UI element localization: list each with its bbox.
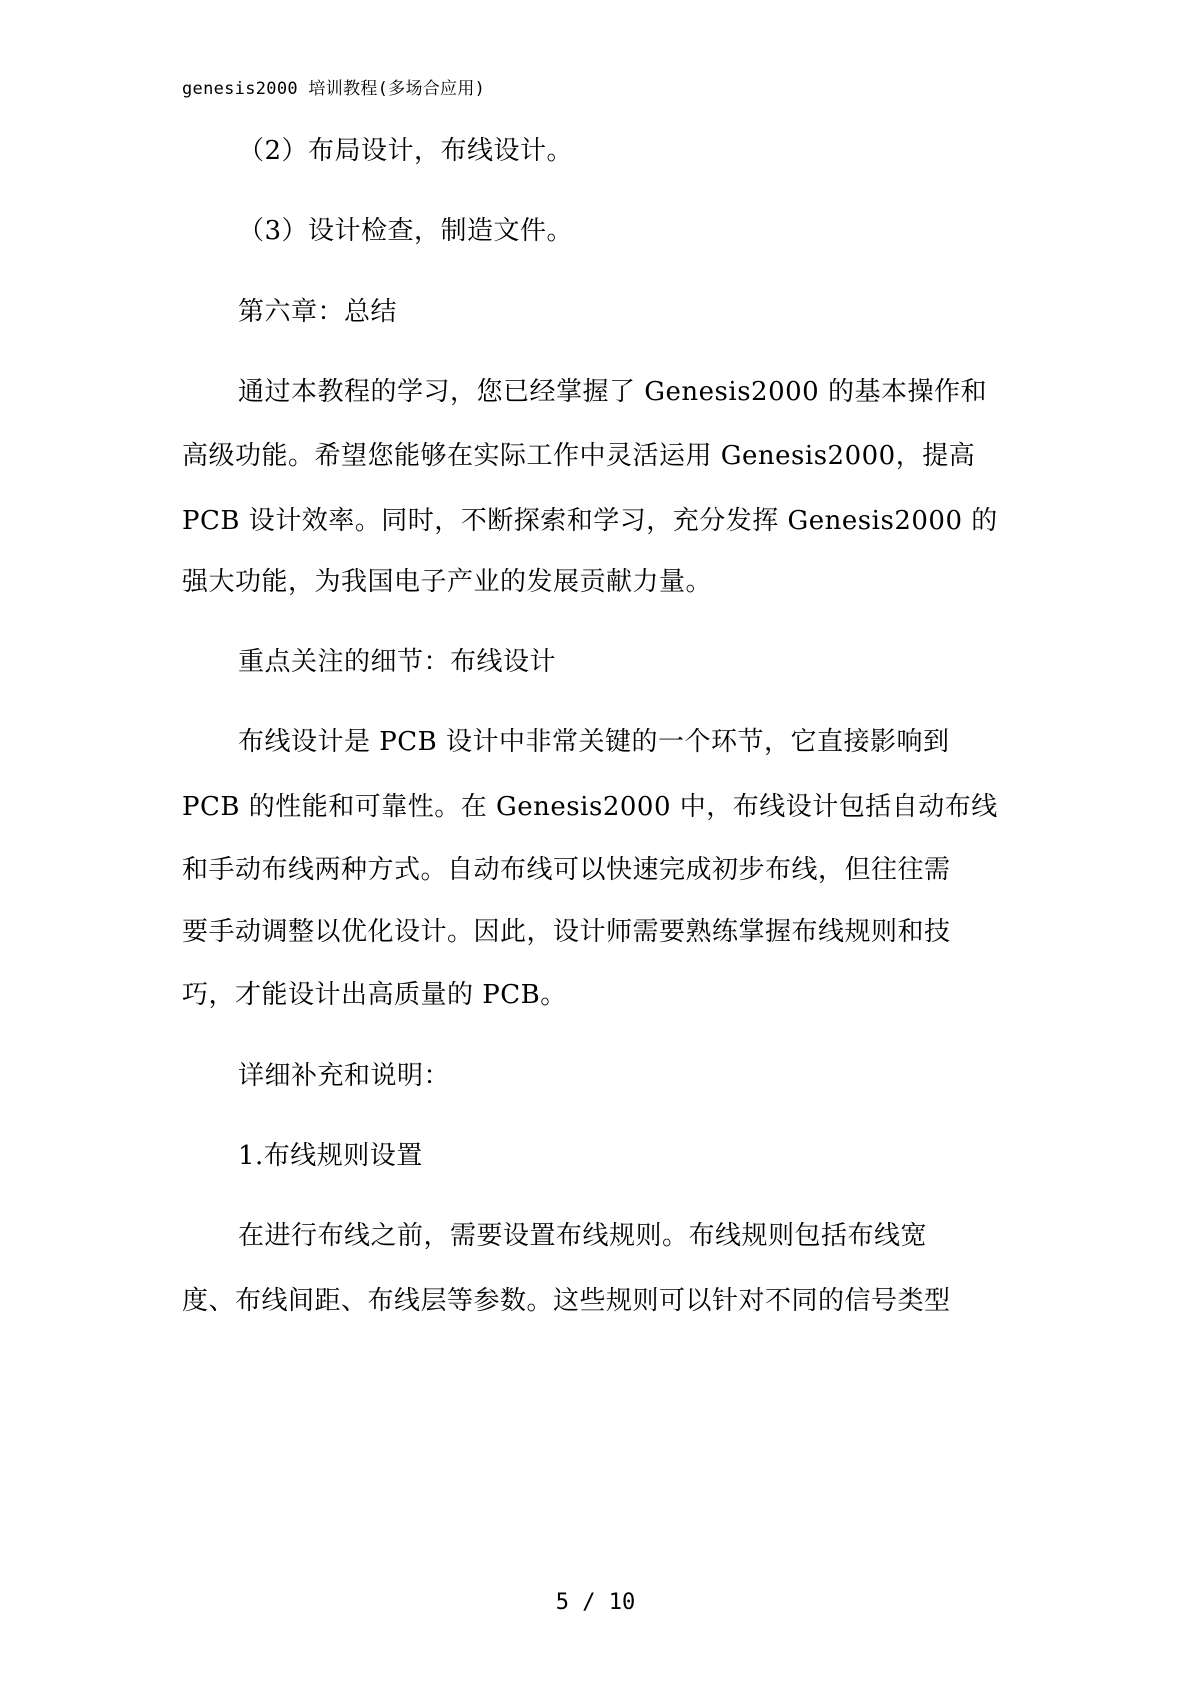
list-item-layout-design: （2）布局设计，布线设计。 [238,136,574,166]
chapter-heading: 第六章：总结 [238,297,398,327]
paragraph-line: 巧，才能设计出高质量的 PCB。 [182,980,567,1010]
paragraph-line: 要手动调整以优化设计。因此，设计师需要熟练掌握布线规则和技 [182,917,951,947]
page-number: 5 / 10 [555,1590,636,1615]
paragraph-line: 度、布线间距、布线层等参数。这些规则可以针对不同的信号类型 [182,1286,951,1316]
paragraph-line: 强大功能，为我国电子产业的发展贡献力量。 [182,567,713,597]
section-heading: 详细补充和说明： [238,1061,451,1091]
paragraph-line: PCB 设计效率。同时，不断探索和学习，充分发挥 Genesis2000 的 [182,506,998,536]
list-item-design-check: （3）设计检查，制造文件。 [238,216,574,246]
paragraph-line: 在进行布线之前，需要设置布线规则。布线规则包括布线宽 [238,1221,928,1251]
paragraph-line: 布线设计是 PCB 设计中非常关键的一个环节，它直接影响到 [238,727,950,757]
paragraph-line: 通过本教程的学习，您已经掌握了 Genesis2000 的基本操作和 [238,377,987,407]
subsection-heading: 1.布线规则设置 [238,1141,423,1171]
running-header: genesis2000 培训教程(多场合应用) [182,79,486,99]
paragraph-line: PCB 的性能和可靠性。在 Genesis2000 中，布线设计包括自动布线 [182,792,998,822]
section-heading: 重点关注的细节：布线设计 [238,647,557,677]
paragraph-line: 高级功能。希望您能够在实际工作中灵活运用 Genesis2000，提高 [182,441,976,471]
paragraph-line: 和手动布线两种方式。自动布线可以快速完成初步布线，但往往需 [182,855,951,885]
